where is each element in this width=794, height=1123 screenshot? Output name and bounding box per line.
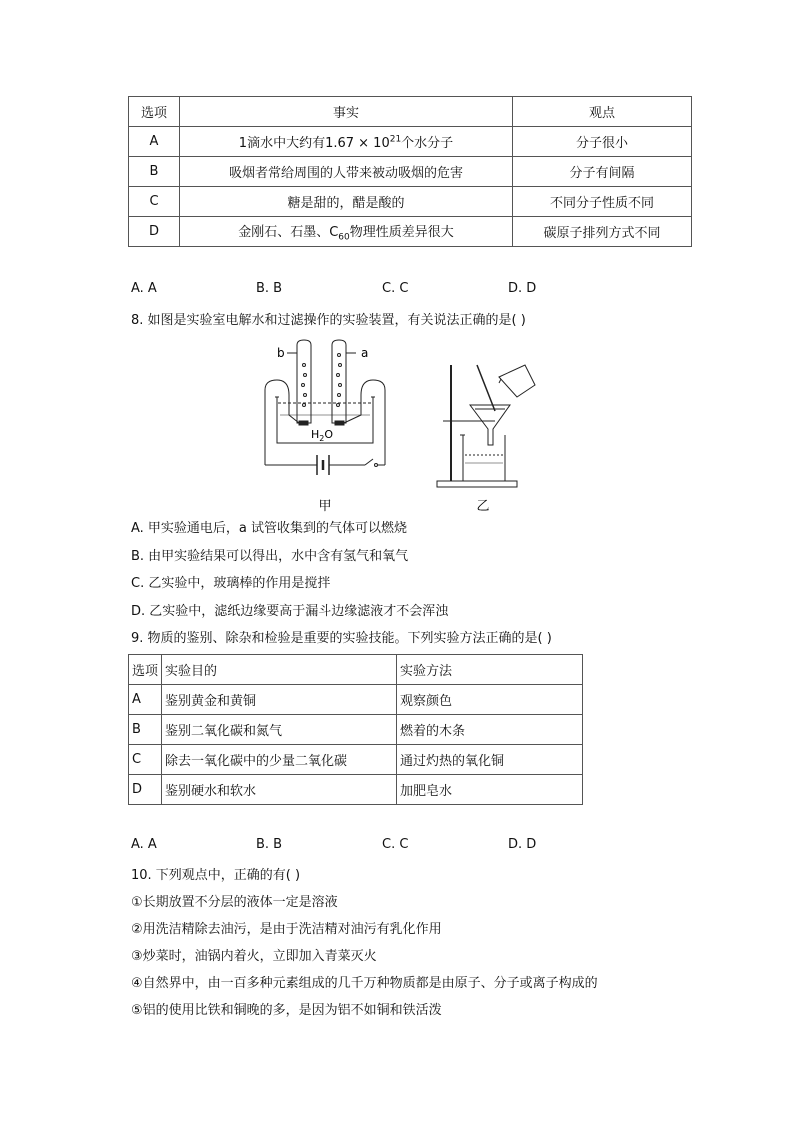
electrolysis-apparatus <box>265 340 385 475</box>
option-a[interactable]: A. A <box>131 281 157 296</box>
q7-options <box>131 281 691 299</box>
q10-item-5: ⑤铝的使用比铁和铜晚的多，是因为铝不如铜和铁活泼 <box>131 1003 442 1018</box>
tube-label-a: a <box>361 346 369 360</box>
option-d[interactable]: D. D <box>508 281 537 296</box>
cell-option: A <box>129 685 162 715</box>
header-view: 观点 <box>513 97 692 127</box>
water-formula-label: $H_2O$ <box>311 428 334 443</box>
tube-label-b: b <box>277 346 285 360</box>
cell-method: 观察颜色 <box>397 685 583 715</box>
cell-view: 碳原子排列方式不同 <box>513 217 692 247</box>
cell-option: B <box>129 715 162 745</box>
table-row <box>129 775 583 805</box>
cell-method: 加肥皂水 <box>397 775 583 805</box>
cell-purpose: 鉴别黄金和黄铜 <box>162 685 397 715</box>
table-header-row <box>129 655 583 685</box>
cell-option: D <box>129 217 180 247</box>
table-row <box>129 217 692 247</box>
table-row <box>129 187 692 217</box>
table-row <box>129 745 583 775</box>
q10-item-4: ④自然界中，由一百多种元素组成的几千万种物质都是由原子、分子或离子构成的 <box>131 976 598 991</box>
cell-purpose: 鉴别二氧化碳和氮气 <box>162 715 397 745</box>
cell-option: B <box>129 157 180 187</box>
cell-view: 分子很小 <box>513 127 692 157</box>
table-row <box>129 127 692 157</box>
option-b[interactable]: B. B <box>256 281 283 296</box>
header-fact: 事实 <box>180 97 513 127</box>
q8-option-b[interactable]: B. 由甲实验结果可以得出，水中含有氢气和氧气 <box>131 549 409 564</box>
cell-view: 不同分子性质不同 <box>513 187 692 217</box>
q8-stem: 8. 如图是实验室电解水和过滤操作的实验装置，有关说法正确的是( ) <box>131 313 526 328</box>
q9-stem: 9. 物质的鉴别、除杂和检验是重要的实验技能。下列实验方法正确的是( ) <box>131 631 552 646</box>
option-c[interactable]: C. C <box>382 837 409 852</box>
cell-method: 通过灼热的氧化铜 <box>397 745 583 775</box>
header-method: 实验方法 <box>397 655 583 685</box>
q8-figure <box>255 335 555 520</box>
cell-fact: 糖是甜的，醋是酸的 <box>180 187 513 217</box>
q9-options <box>131 837 691 855</box>
q9-table <box>128 654 583 805</box>
cell-fact: 金刚石、石墨、$C_{60}$物理性质差异很大 <box>180 217 513 247</box>
q10-item-2: ②用洗洁精除去油污，是由于洗洁精对油污有乳化作用 <box>131 922 442 937</box>
cell-fact: 1滴水中大约有$1.67 \times 10^{21}$个水分子 <box>180 127 513 157</box>
table-row <box>129 715 583 745</box>
q10-stem: 10. 下列观点中，正确的有( ) <box>131 868 301 883</box>
q7-table <box>128 96 692 247</box>
figure-label-yi: 乙 <box>476 499 490 514</box>
header-option: 选项 <box>129 655 162 685</box>
q8-option-d[interactable]: D. 乙实验中，滤纸边缘要高于漏斗边缘滤液才不会浑浊 <box>131 604 449 619</box>
cell-fact: 吸烟者常给周围的人带来被动吸烟的危害 <box>180 157 513 187</box>
header-option: 选项 <box>129 97 180 127</box>
cell-method: 燃着的木条 <box>397 715 583 745</box>
header-purpose: 实验目的 <box>162 655 397 685</box>
cell-option: D <box>129 775 162 805</box>
table-row <box>129 157 692 187</box>
cell-option: A <box>129 127 180 157</box>
cell-purpose: 鉴别硬水和软水 <box>162 775 397 805</box>
q10-item-3: ③炒菜时，油锅内着火，立即加入青菜灭火 <box>131 949 377 964</box>
option-a[interactable]: A. A <box>131 837 157 852</box>
option-d[interactable]: D. D <box>508 837 537 852</box>
cell-option: C <box>129 187 180 217</box>
option-b[interactable]: B. B <box>256 837 283 852</box>
table-header-row <box>129 97 692 127</box>
filtration-apparatus <box>437 365 535 487</box>
q8-option-a[interactable]: A. 甲实验通电后，a 试管收集到的气体可以燃烧 <box>131 521 408 536</box>
cell-view: 分子有间隔 <box>513 157 692 187</box>
cell-option: C <box>129 745 162 775</box>
q10-item-1: ①长期放置不分层的液体一定是溶液 <box>131 895 338 910</box>
table-row <box>129 685 583 715</box>
option-c[interactable]: C. C <box>382 281 409 296</box>
q8-option-c[interactable]: C. 乙实验中，玻璃棒的作用是搅拌 <box>131 576 331 591</box>
figure-label-jia: 甲 <box>318 499 332 514</box>
cell-purpose: 除去一氧化碳中的少量二氧化碳 <box>162 745 397 775</box>
